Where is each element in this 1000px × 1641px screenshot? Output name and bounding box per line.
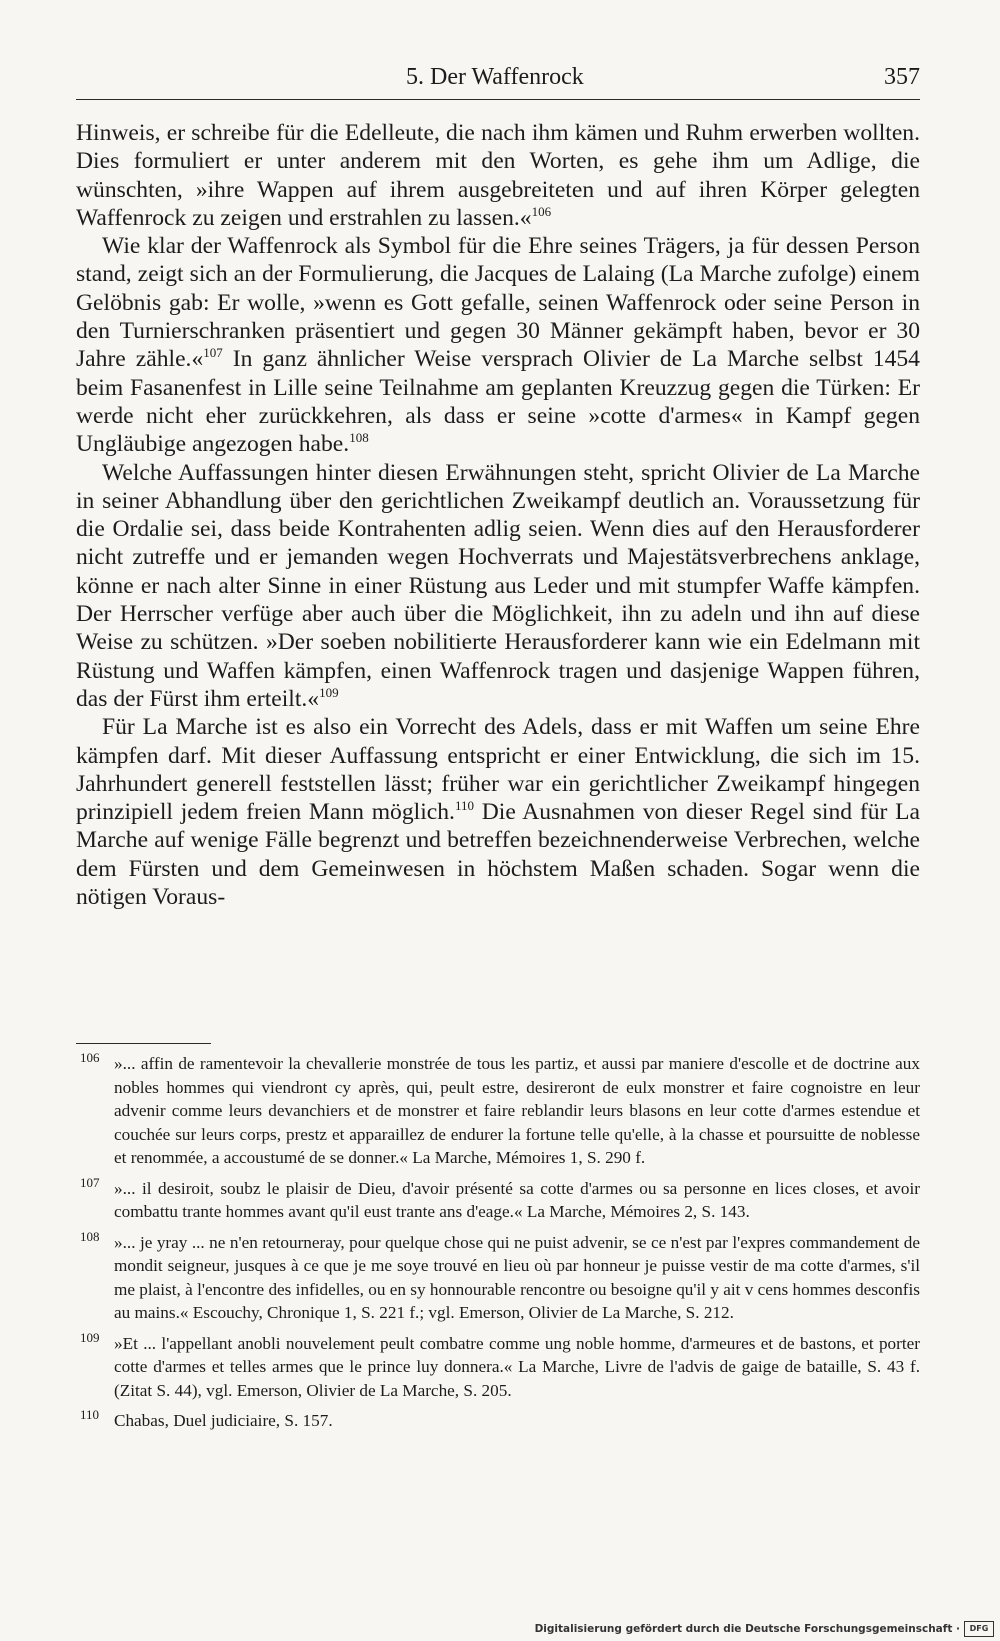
footnote-number: 109 (80, 1329, 100, 1345)
footnote-text: »Et ... l'appellant anobli nouvelement peult combatre comme ung noble homme, d'armeures et de bastons, et porter cotte d'armes et telles armes que le prince luy donnera.« La Marche, Livre de l'advis de gaige de bataille, S. 43 f. (Zitat S. 44), vgl. Emerson, Olivier de La Marche, S. 205. (114, 1333, 920, 1400)
paragraph-1 (76, 119, 920, 232)
footnote-text: »... il desiroit, soubz le plaisir de Dieu, d'avoir présenté sa cotte d'armes ou sa personne en lices closes, et avoir combattu trante hommes avant qu'il eust trante ans d'eage.« La Marche, Mémoires 2, S. 143. (114, 1178, 920, 1221)
paragraph-2 (76, 232, 920, 458)
digitization-credit (535, 1621, 994, 1637)
footnote-text: »... affin de ramentevoir la chevallerie monstrée de tous les partiz, et aussi par maniere d'escolle et de doctrine aux nobles hommes qui viendront cy après, qui, peult estre, desireront de eulx monstrer et faire cognoistre en leur advenir comme leurs devanchiers et de monstrer et faire reblandir leurs blasons en leur cotte d'armes estendue et couchée sur leurs corps, prestz et apparaillez de endurer la fortune telle qu'elle, à la chasse et poursuitte de noblesse et renommée, a accoustumé de se donner.« La Marche, Mémoires 1, S. 290 f. (114, 1054, 920, 1167)
footnote-text: Chabas, Duel judiciaire, S. 157. (114, 1411, 333, 1430)
page-header (76, 60, 920, 100)
paragraph-4 (76, 713, 920, 911)
footnote-number: 106 (80, 1050, 100, 1065)
footnote-reference[interactable]: 107 (203, 345, 223, 361)
footnote-110 (76, 1409, 920, 1433)
main-text (76, 119, 920, 911)
footnote-number: 108 (80, 1228, 100, 1244)
footnote-text: »... je yray ... ne n'en retourneray, pour quelque chose qui ne puist advenir, se ce n'est par l'expres commandement de mondit seigneur, jusques à ce que je me soye trouvé en lieu où par honneur je puisse vestir de ma cotte d'armes, s'il me plaist, à l'encontre des infidelles, ou en sy honnourable rencontre ou besoigne qu'il y ait v cens hommes desconfis au mains.« Escouchy, Chronique 1, S. 221 f.; vgl. Emerson, Olivier de La Marche, S. 212. (114, 1232, 920, 1322)
dfg-logo: DFG (964, 1621, 994, 1637)
paragraph-text-continued: Die Ausnahmen von dieser Regel sind für La Marche auf wenige Fälle begrenzt und betreffen bezeichnenderweise Verbrechen, welche dem Fürsten und dem Gemeinwesen in höchstem Maßen schaden. Sogar wenn die nötigen Voraus- (76, 799, 920, 911)
page-number: 357 (884, 64, 920, 90)
paragraph-text: Hinweis, er schreibe für die Edelleute, die nach ihm kämen und Ruhm erwerben wollten. Dies formuliert er unter anderem mit den Worten, es gehe ihm um Adlige, die wünschten, »ihre Wappen auf ihrem ausgebreiteten und auf ihren Körper gelegten Waffenrock zu zeigen und erstrahlen zu lassen.« (76, 120, 920, 231)
footnote-separator (76, 1043, 211, 1044)
footnote-number: 107 (80, 1174, 100, 1190)
header-rule (76, 99, 920, 101)
paragraph-text: Wie klar der Waffenrock als Symbol für die Ehre seines Trägers, ja für dessen Person stand, zeigt sich an der Formulierung, die Jacques de Lalaing (La Marche zufolge) einem Gelöbnis gab: Er wolle, »wenn es Gott gefalle, seinen Waffenrock oder seine Person in den Turnierschranken präsentiert und gegen 30 Männer gekämpft haben, bevor er 30 Jahre zähle.« (76, 233, 920, 373)
paragraph-text: Welche Auffassungen hinter diesen Erwähnungen steht, spricht Olivier de La Marche in seiner Abhandlung über den gerichtlichen Zweikampf deutlich an. Voraussetzung für die Ordalie sei, dass beide Kontrahenten adlig seien. Wenn dies auf den Herausforderer nicht zutreffe und er jemanden wegen Hochverrats und Majestätsverbrechens anklage, könne er nach alter Sinne in einer Rüstung aus Leder und mit stumpfer Waffe kämpfen. Der Herrscher verfüge aber auch über die Möglichkeit, ihn zu adeln und ihn auf diese Weise zu schützen. »Der soeben nobilitierte Herausforderer kann wie ein Edelmann mit Rüstung und Waffen kämpfen, einen Waffenrock tragen und dasjenige Wappen führen, das der Fürst ihm erteilt.« (76, 459, 920, 712)
paragraph-text-continued: In ganz ähnlicher Weise versprach Olivier de La Marche selbst 1454 beim Fasanenfest in Lille seine Teilnahme am geplanten Kreuzzug gegen die Türken: Er werde nicht eher zurückkehren, als dass er seine »cotte d'armes« in Kampf gegen Ungläubige angezogen habe. (76, 346, 920, 458)
footnote-108 (76, 1228, 920, 1325)
running-title: 5. Der Waffenrock (406, 64, 584, 90)
footnote-reference[interactable]: 106 (531, 203, 552, 219)
credit-text: Digitalisierung gefördert durch die Deutsche Forschungsgemeinschaft · (534, 1623, 960, 1635)
footnotes (76, 1052, 920, 1440)
footnote-number: 110 (80, 1407, 100, 1422)
paragraph-3 (76, 459, 920, 714)
footnote-reference[interactable]: 110 (454, 798, 474, 814)
footnote-107 (76, 1174, 920, 1224)
footnote-reference[interactable]: 108 (349, 430, 369, 446)
footnote-109 (76, 1329, 920, 1403)
paragraph-text: Für La Marche ist es also ein Vorrecht des Adels, dass er mit Waffen um seine Ehre kämpfen darf. Mit dieser Auffassung entspricht er einer Entwicklung, die sich im 15. Jahrhundert generell feststellen lässt; früher war ein gerichtlicher Zweikampf hingegen prinzipiell jedem freien Mann möglich. (76, 714, 920, 826)
footnote-106 (76, 1052, 920, 1170)
footnote-reference[interactable]: 109 (319, 684, 339, 700)
